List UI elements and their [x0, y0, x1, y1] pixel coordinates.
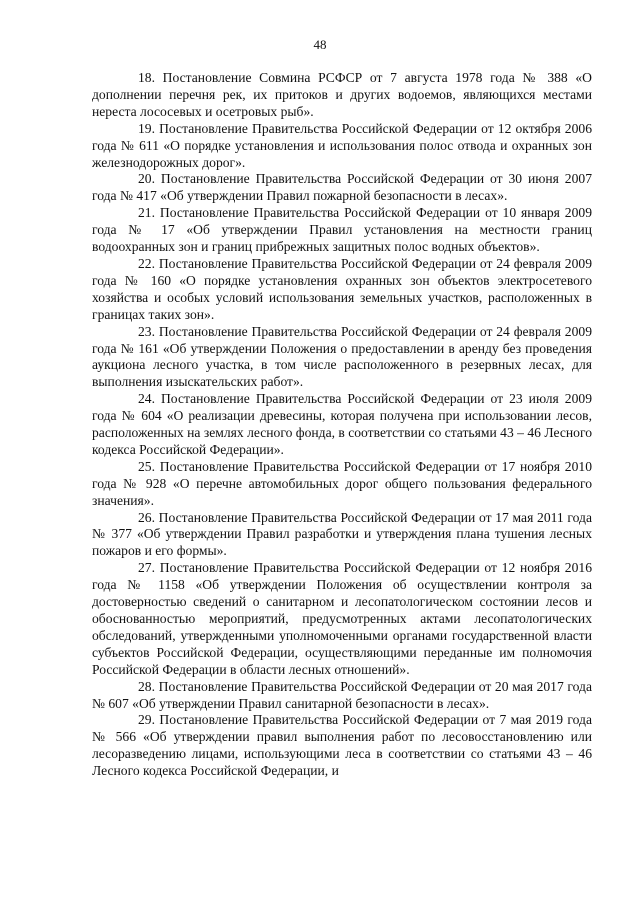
list-item: 21. Постановление Правительства Российской Федерации от 10 января 2009 года № 17 «Об утверждении Правил установления на местности границ водоохранных зон и границ прибрежных защитных полос водных объектов».: [92, 205, 592, 255]
list-item: 23. Постановление Правительства Российской Федерации от 24 февраля 2009 года № 161 «Об утверждении Положения о предоставлении в аренду без проведения аукциона лесного участка, в том числе расположенного в резервных лесах, для выполнения изыскательских работ».: [92, 323, 592, 390]
list-item: 28. Постановление Правительства Российской Федерации от 20 мая 2017 года № 607 «Об утверждении Правил санитарной безопасности в лесах».: [92, 678, 592, 711]
page-number: 48: [313, 37, 327, 52]
list-item: 24. Постановление Правительства Российской Федерации от 23 июля 2009 года № 604 «О реализации древесины, которая получена при использовании лесов, расположенных на землях лесного фонда, в соответствии со статьями 43 – 46 Лесного кодекса Российской Федерации».: [92, 391, 592, 457]
list-item: 20. Постановление Правительства Российской Федерации от 30 июня 2007 года № 417 «Об утверждении Правил пожарной безопасности в лесах».: [92, 171, 592, 204]
document-body: [92, 70, 592, 780]
list-item: 27. Постановление Правительства Российской Федерации от 12 ноября 2016 года № 1158 «Об утверждении Положения об осуществлении контроля за достоверностью сведений о санитарном и лесопатологическом состоянии лесов и обоснованностью мероприятий, предусмотренных актами лесопатологических обследований, утвержденными уполномоченными органами государственной власти субъектов Российской Федерации, осуществляющими переданные им полномочия Российской Федерации в области лесных отношений».: [92, 560, 592, 677]
list-item: 25. Постановление Правительства Российской Федерации от 17 ноября 2010 года № 928 «О перечне автомобильных дорог общего пользования федерального значения».: [92, 458, 592, 508]
list-item: 19. Постановление Правительства Российской Федерации от 12 октября 2006 года № 611 «О порядке установления и использования полос отвода и охранных зон железнодорожных дорог».: [92, 120, 592, 170]
list-item: 26. Постановление Правительства Российской Федерации от 17 мая 2011 года № 377 «Об утверждении Правил разработки и утверждения плана тушения лесных пожаров и его формы».: [92, 509, 592, 559]
list-item: 29. Постановление Правительства Российской Федерации от 7 мая 2019 года № 566 «Об утверждении правил выполнения работ по лесовосстановлению или лесоразведению лицами, использующими леса в соответствии со статьями 43 – 46 Лесного кодекса Российской Федерации, и: [92, 712, 592, 779]
list-item: 18. Постановление Совмина РСФСР от 7 августа 1978 года № 388 «О дополнении перечня рек, их притоков и других водоемов, являющихся местами нереста лососевых и осетровых рыб».: [92, 70, 592, 119]
list-item: 22. Постановление Правительства Российской Федерации от 24 февраля 2009 года № 160 «О порядке установления охранных зон объектов электросетевого хозяйства и особых условий использования земельных участков, расположенных в границах таких зон».: [92, 255, 592, 322]
